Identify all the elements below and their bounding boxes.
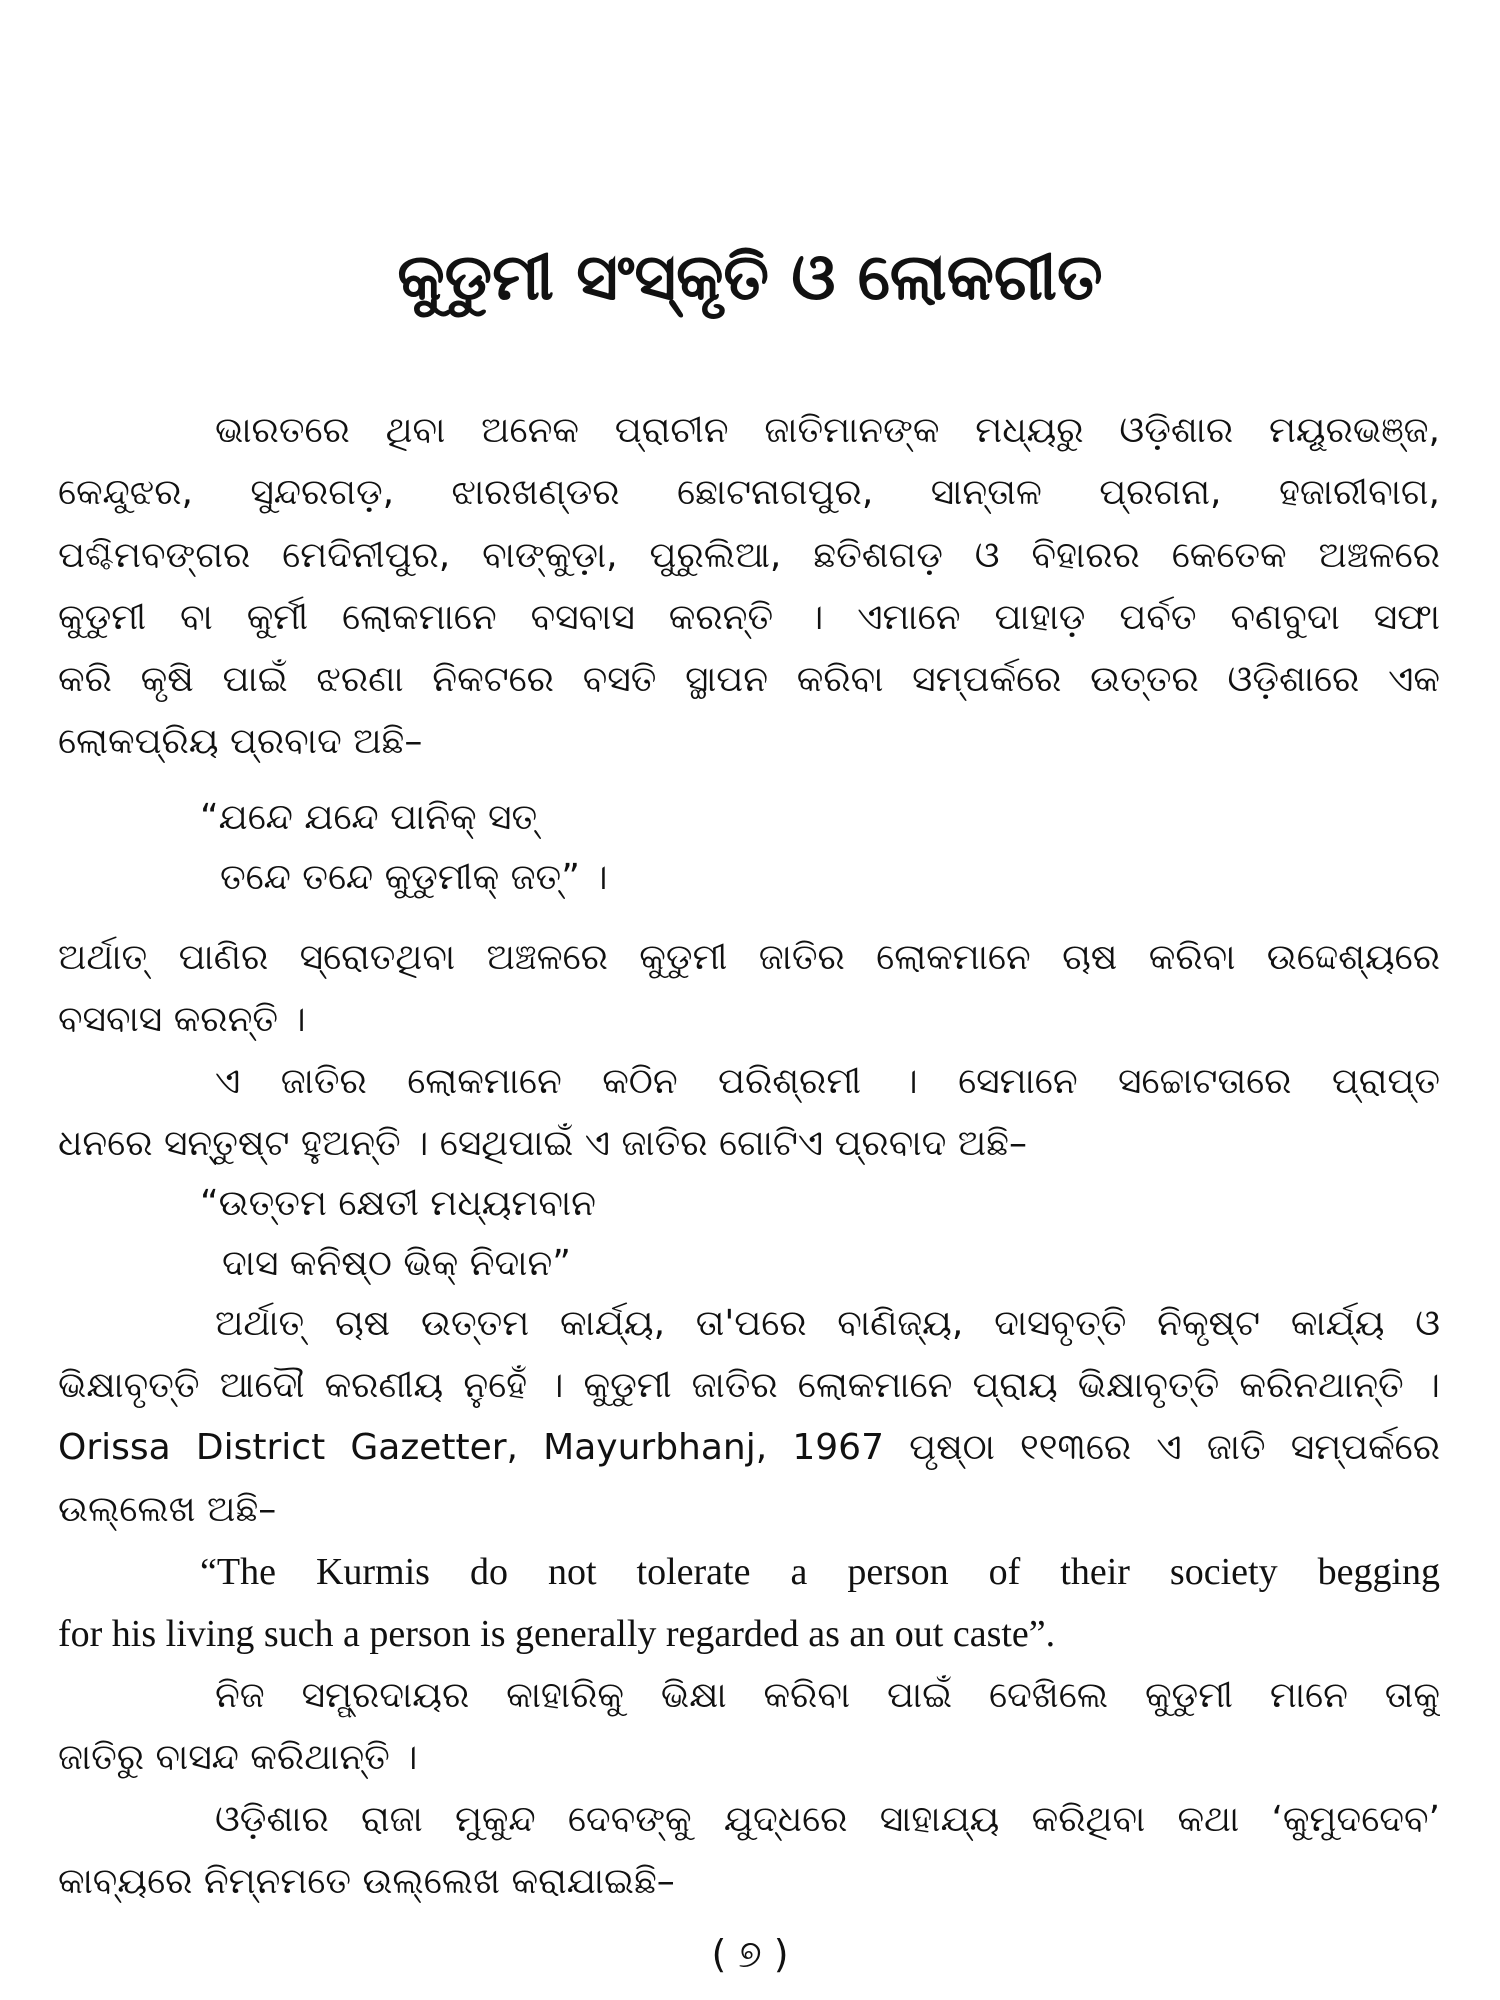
- paragraph-line: ଜାତିରୁ ବାସନ୍ଦ କରିଥାନ୍ତି ।: [58, 1737, 418, 1778]
- paragraph-line: ଲୋକପ୍ରିୟ ପ୍ରବାଦ ଅଛି–: [58, 721, 423, 762]
- chapter-title: କୁଡୁମୀ ସଂସ୍କୃତି ଓ ଲୋକଗୀତ: [397, 241, 1103, 315]
- paragraph-line: Orissa District Gazetter, Mayurbhanj, 1967 ପୃଷ୍ଠା ୧୧୩ରେ ଏ ଜାତି ସମ୍ପର୍କରେ: [58, 1427, 1440, 1468]
- english-quote-line: “The Kurmis do not tolerate a person of their society begging: [200, 1551, 1440, 1593]
- proverb-line: ତନ୍ଦେ ତନ୍ଦେ କୁଡୁମୀକ୍ ଜତ୍” ।: [220, 857, 608, 898]
- proverb-line: “ଯନ୍ଦେ ଯନ୍ଦେ ପାନିକ୍ ସତ୍: [200, 797, 538, 838]
- paragraph-line: ନିଜ ସମ୍ପ୍ରଦାୟର କାହାରିକୁ ଭିକ୍ଷା କରିବା ପାଇଁ ଦେଖିଲେ କୁଡୁମୀ ମାନେ ତାକୁ: [215, 1675, 1440, 1716]
- paragraph-line: ଭିକ୍ଷାବୃତ୍ତି ଆଦୌ କରଣୀୟ ନୁହେଁ । କୁଡୁମୀ ଜାତିର ଲୋକମାନେ ପ୍ରାୟ ଭିକ୍ଷାବୃତ୍ତି କରିନଥାନ୍ତି ।: [58, 1365, 1440, 1406]
- page-number: ( ୭ ): [711, 1932, 789, 1976]
- paragraph-line: କୁଡୁମୀ ବା କୁର୍ମୀ ଲୋକମାନେ ବସବାସ କରନ୍ତି । ଏମାନେ ପାହାଡ଼ ପର୍ବତ ବଣବୁଦା ସଫା: [58, 597, 1440, 638]
- paragraph-line: ଏ ଜାତିର ଲୋକମାନେ କଠିନ ପରିଶ୍ରମୀ । ସେମାନେ ସଚ୍ଚୋଟତାରେ ପ୍ରାପ୍ତ: [215, 1061, 1440, 1102]
- paragraph-line: କରି କୃଷି ପାଇଁ ଝରଣା ନିକଟରେ ବସତି ସ୍ଥାପନ କରିବା ସମ୍ପର୍କରେ ଉତ୍ତର ଓଡ଼ିଶାରେ ଏକ: [58, 659, 1440, 700]
- proverb-line: ଦାସ କନିଷ୍ଠ ଭିକ୍ ନିଦାନ”: [222, 1243, 571, 1284]
- paragraph-line: କାବ୍ୟରେ ନିମ୍ନମତେ ଉଲ୍ଲେଖ କରାଯାଇଛି–: [58, 1861, 675, 1902]
- paragraph-line: ଅର୍ଥାତ୍ ପାଣିର ସ୍ରୋତଥିବା ଅଞ୍ଚଳରେ କୁଡୁମୀ ଜାତିର ଲୋକମାନେ ଚାଷ କରିବା ଉଦ୍ଦେଶ୍ୟରେ: [58, 937, 1440, 978]
- paragraph-line: ଅର୍ଥାତ୍ ଚାଷ ଉତ୍ତମ କାର୍ଯ୍ୟ, ତା'ପରେ ବାଣିଜ୍ୟ, ଦାସବୃତ୍ତି ନିକୃଷ୍ଟ କାର୍ଯ୍ୟ ଓ: [215, 1303, 1440, 1344]
- paragraph-line: ପଶ୍ଚିମବଙ୍ଗର ମେଦିନୀପୁର, ବାଙ୍କୁଡ଼ା, ପୁରୁଲିଆ, ଛତିଶଗଡ଼ ଓ ବିହାରର କେତେକ ଅଞ୍ଚଳରେ: [58, 535, 1440, 576]
- paragraph-line: ଧନରେ ସନ୍ତୁଷ୍ଟ ହୁଅନ୍ତି । ସେଥିପାଇଁ ଏ ଜାତିର ଗୋଟିଏ ପ୍ରବାଦ ଅଛି–: [58, 1123, 1028, 1164]
- proverb-line: “ଉତ୍ତମ କ୍ଷେତୀ ମଧ୍ୟମବାନ: [200, 1183, 596, 1224]
- paragraph-line: ଉଲ୍ଲେଖ ଅଛି–: [58, 1489, 277, 1530]
- paragraph-line: ଓଡ଼ିଶାର ରାଜା ମୁକୁନ୍ଦ ଦେବଙ୍କୁ ଯୁଦ୍ଧରେ ସାହାଯ୍ୟ କରିଥିବା କଥା ‘କୁମୁଦଦେବ’: [215, 1799, 1440, 1840]
- paragraph-line: କେନ୍ଦୁଝର, ସୁନ୍ଦରଗଡ଼, ଝାରଖଣ୍ଡର ଛୋଟନାଗପୁର, ସାନ୍ତାଳ ପ୍ରଗନା, ହଜାରୀବାଗ,: [58, 472, 1440, 513]
- paragraph-line: ଭାରତରେ ଥିବା ଅନେକ ପ୍ରାଚୀନ ଜାତିମାନଙ୍କ ମଧ୍ୟରୁ ଓଡ଼ିଶାର ମୟୂରଭଞ୍ଜ,: [215, 410, 1440, 451]
- paragraph-line: ବସବାସ କରନ୍ତି ।: [58, 999, 306, 1040]
- english-quote-line: for his living such a person is generally regarded as an out caste”.: [58, 1613, 1056, 1655]
